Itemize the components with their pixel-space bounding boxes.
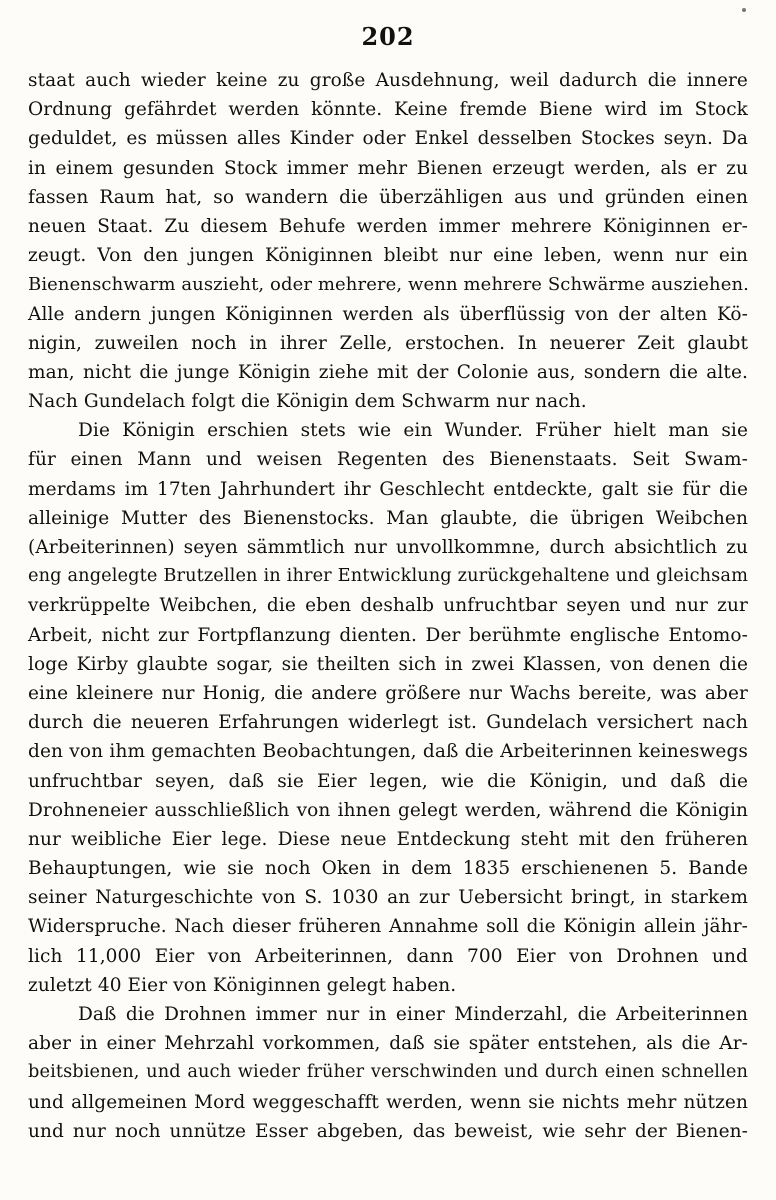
text-line: eine kleinere nur Honig, die andere größere nur Wachs bereite, was aber xyxy=(28,682,748,704)
text-line: lich 11,000 Eier von Arbeiterinnen, dann 700 Eier von Drohnen und xyxy=(28,945,748,967)
page-number: 202 xyxy=(361,22,415,51)
text-line: in einem gesunden Stock immer mehr Bienen erzeugt werden, als er zu xyxy=(28,157,748,179)
text-line: Ordnung gefährdet werden könnte. Keine fremde Biene wird im Stock xyxy=(28,99,748,121)
text-line: loge Kirby glaubte sogar, sie theilten sich in zwei Klassen, von denen die xyxy=(28,653,748,675)
text-line: Behauptungen, wie sie noch Oken in dem 1835 erschienenen 5. Bande xyxy=(28,858,748,880)
text-line: fassen Raum hat, so wandern die überzähligen aus und gründen einen xyxy=(28,186,748,208)
text-line: Bienenschwarm auszieht, oder mehrere, wenn mehrere Schwärme ausziehen. xyxy=(28,274,749,296)
text-line: man, nicht die junge Königin ziehe mit der Colonie aus, sondern die alte. xyxy=(28,361,748,383)
text-line: Die Königin erschien stets wie ein Wunder. Früher hielt man sie xyxy=(78,420,748,442)
text-line: neuen Staat. Zu diesem Behufe werden immer mehrere Königinnen er- xyxy=(28,215,748,237)
corner-speck xyxy=(742,8,746,12)
text-line: und nur noch unnütze Esser abgeben, das beweist, wie sehr der Bienen- xyxy=(28,1120,748,1142)
text-line: (Arbeiterinnen) seyen sämmtlich nur unvollkommne, durch absichtlich zu xyxy=(28,537,748,558)
text-line: staat auch wieder keine zu große Ausdehnung, weil dadurch die innere xyxy=(28,70,748,91)
text-line: für einen Mann und weisen Regenten des Bienenstaats. Seit Swam- xyxy=(28,449,748,471)
text-line: durch die neueren Erfahrungen widerlegt ist. Gundelach versichert nach xyxy=(28,712,748,734)
text-line: Nach Gundelach folgt die Königin dem Schwarm nur nach. xyxy=(28,391,587,413)
text-line: alleinige Mutter des Bienenstocks. Man glaubte, die übrigen Weibchen xyxy=(28,507,748,529)
body-text xyxy=(28,66,748,1146)
text-line: merdams im 17ten Jahrhundert ihr Geschlecht entdeckte, galt sie für die xyxy=(28,478,748,500)
text-line: Widerspruche. Nach dieser früheren Annahme soll die Königin allein jähr- xyxy=(28,916,748,938)
text-line: und allgemeinen Mord weggeschafft werden, wenn sie nichts mehr nützen xyxy=(28,1091,748,1113)
text-line: seiner Naturgeschichte von S. 1030 an zur Uebersicht bringt, in starkem xyxy=(28,887,748,909)
text-line: nur weibliche Eier lege. Diese neue Entdeckung steht mit den früheren xyxy=(28,828,748,850)
text-line: geduldet, es müssen alles Kinder oder Enkel desselben Stockes seyn. Da xyxy=(28,128,748,150)
text-line: zeugt. Von den jungen Königinnen bleibt nur eine leben, wenn nur ein xyxy=(28,245,748,267)
text-line: den von ihm gemachten Beobachtungen, daß die Arbeiterinnen keineswegs xyxy=(28,741,748,763)
text-line: zuletzt 40 Eier von Königinnen gelegt haben. xyxy=(28,974,457,996)
text-line: aber in einer Mehrzahl vorkommen, daß sie später entstehen, als die Ar- xyxy=(28,1033,748,1055)
text-line: unfruchtbar seyen, daß sie Eier legen, wie die Königin, und daß die xyxy=(28,770,748,792)
text-line: beitsbienen, und auch wieder früher verschwinden und durch einen schnellen xyxy=(28,1062,748,1083)
text-line: eng angelegte Brutzellen in ihrer Entwicklung zurückgehaltene und gleichsam xyxy=(28,566,748,587)
text-line: nigin, zuweilen noch in ihrer Zelle, erstochen. In neuerer Zeit glaubt xyxy=(28,332,748,354)
text-line: Drohneneier ausschließlich von ihnen gelegt werden, während die Königin xyxy=(28,799,748,821)
text-line: Daß die Drohnen immer nur in einer Minderzahl, die Arbeiterinnen xyxy=(78,1004,748,1025)
text-line: Arbeit, nicht zur Fortpflanzung dienten. Der berühmte englische Entomo- xyxy=(28,624,748,646)
text-line: verkrüppelte Weibchen, die eben deshalb unfruchtbar seyen und nur zur xyxy=(28,595,748,617)
text-line: Alle andern jungen Königinnen werden als überflüssig von der alten Kö- xyxy=(28,303,748,325)
